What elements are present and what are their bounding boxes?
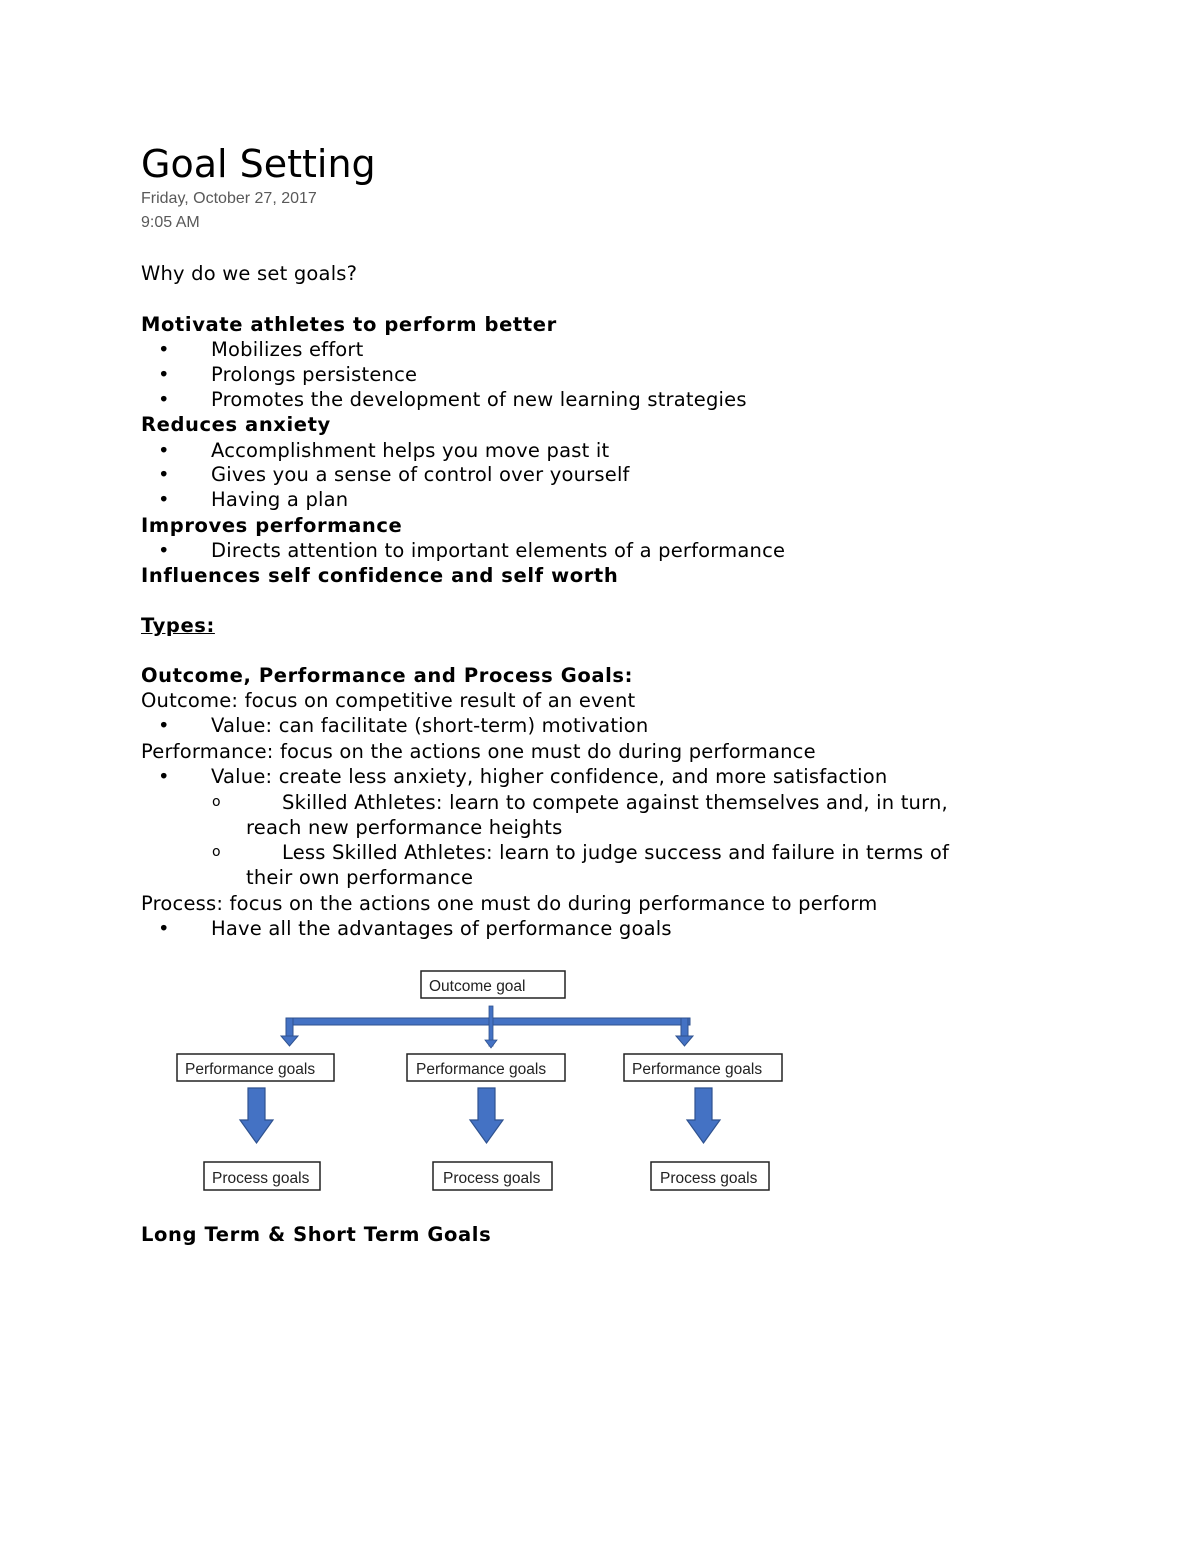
arrow-down-icon	[485, 1040, 497, 1048]
process-goal-label: Process goals	[660, 1170, 758, 1187]
process-goal-label: Process goals	[212, 1170, 310, 1187]
section-heading: Reduces anxiety	[141, 413, 331, 436]
page-title: Goal Setting	[141, 142, 376, 186]
list-item: Prolongs persistence	[211, 363, 418, 386]
performance-definition: Performance: focus on the actions one must do during performance	[141, 740, 816, 763]
intro-question: Why do we set goals?	[141, 262, 358, 285]
block-arrow-down-icon	[240, 1088, 273, 1143]
process-goal-label: Process goals	[443, 1170, 541, 1187]
list-item: Have all the advantages of performance goals	[211, 917, 672, 940]
bullet-icon: •	[158, 714, 170, 737]
performance-goal-label: Performance goals	[185, 1061, 316, 1078]
list-item: Accomplishment helps you move past it	[211, 439, 610, 462]
circle-bullet-icon: o	[212, 844, 221, 860]
list-item: Mobilizes effort	[211, 338, 364, 361]
page-time: 9:05 AM	[141, 214, 200, 231]
page-date: Friday, October 27, 2017	[141, 190, 317, 207]
goal-types-heading: Outcome, Performance and Process Goals:	[141, 664, 633, 687]
sub-list-item-continued: their own performance	[246, 866, 474, 889]
types-heading: Types:	[141, 614, 215, 637]
sub-list-item: Less Skilled Athletes: learn to judge success and failure in terms of	[282, 841, 950, 864]
list-item: Directs attention to important elements of a performance	[211, 539, 786, 562]
list-item: Value: can facilitate (short-term) motivation	[211, 714, 649, 737]
bullet-icon: •	[158, 917, 170, 940]
bullet-icon: •	[158, 439, 170, 462]
process-definition: Process: focus on the actions one must do during performance to perform	[141, 892, 878, 915]
bullet-icon: •	[158, 363, 170, 386]
sub-list-item: Skilled Athletes: learn to compete against themselves and, in turn,	[282, 791, 948, 814]
bullet-icon: •	[158, 765, 170, 788]
bullet-icon: •	[158, 463, 170, 486]
arrow-down-icon	[281, 1036, 298, 1046]
bullet-icon: •	[158, 539, 170, 562]
block-arrow-down-icon	[687, 1088, 720, 1143]
section-heading: Influences self confidence and self worth	[141, 564, 619, 587]
long-short-term-heading: Long Term & Short Term Goals	[141, 1223, 492, 1246]
performance-goal-label: Performance goals	[416, 1061, 547, 1078]
list-item: Gives you a sense of control over yourself	[211, 463, 630, 486]
outcome-definition: Outcome: focus on competitive result of an event	[141, 689, 636, 712]
bullet-icon: •	[158, 388, 170, 411]
sub-list-item-continued: reach new performance heights	[246, 816, 563, 839]
performance-goal-label: Performance goals	[632, 1061, 763, 1078]
circle-bullet-icon: o	[212, 794, 221, 810]
connector-right-drop	[681, 1018, 688, 1038]
block-arrow-down-icon	[470, 1088, 503, 1143]
connector-bar	[286, 1018, 690, 1025]
list-item: Having a plan	[211, 488, 349, 511]
outcome-goal-label: Outcome goal	[429, 978, 526, 995]
connector-left-drop	[286, 1018, 293, 1038]
arrow-down-icon	[676, 1036, 693, 1046]
section-heading: Improves performance	[141, 514, 403, 537]
list-item: Promotes the development of new learning strategies	[211, 388, 747, 411]
goal-hierarchy-diagram	[160, 960, 800, 1200]
bullet-icon: •	[158, 338, 170, 361]
section-heading: Motivate athletes to perform better	[141, 313, 557, 336]
bullet-icon: •	[158, 488, 170, 511]
list-item: Value: create less anxiety, higher confidence, and more satisfaction	[211, 765, 888, 788]
